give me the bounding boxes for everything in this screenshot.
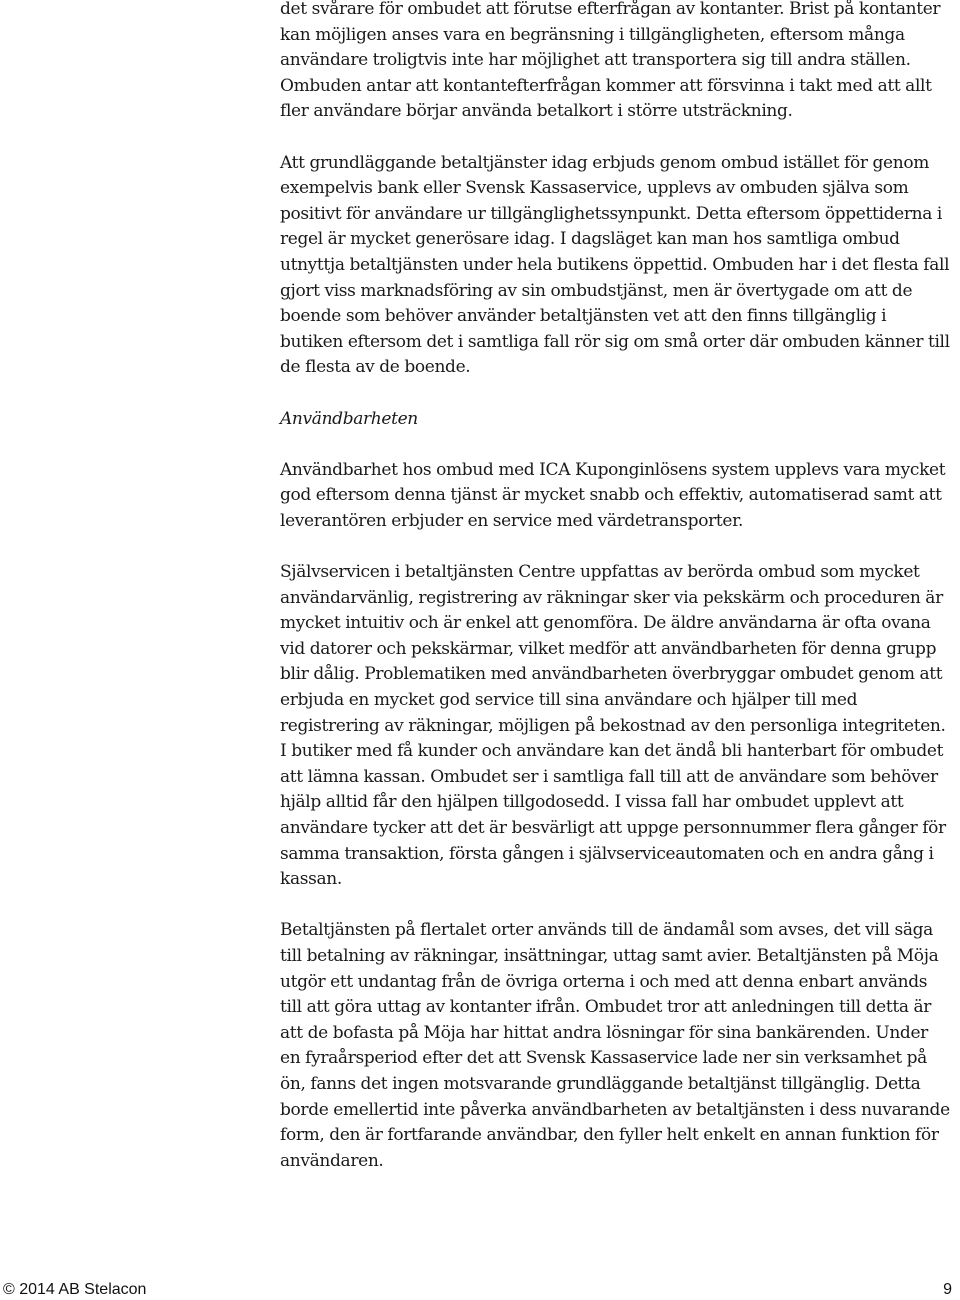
paragraph: det svårare för ombudet att förutse efterfrågan av kontanter. Brist på kontanter kan möjligen anses vara en begränsning i tillgängligheten, eftersom många användare troligtvis inte har möjlighet att transportera sig till andra ställen. Ombuden antar att kontantefterfrågan kommer att försvinna i takt med att allt fler användare börjar använda betalkort i större utsträckning. bbox=[280, 0, 941, 122]
paragraph: Betaltjänsten på flertalet orter används till de ändamål som avses, det vill säga till betalning av räkningar, insättningar, uttag samt avier. Betaltjänsten på Möja utgör ett undantag från de övriga orterna i och med att denna enbart används till att göra uttag av kontanter ifrån. Ombudet tror att anledningen till detta är att de bofasta på Möja har hittat andra lösningar för sina bankärenden. Under en fyraårsperiod efter det att Svensk Kassaservice lade ner sin verksamhet på ön, fanns det ingen motsvarande grundläggande betaltjänst tillgänglig. Detta borde emellertid inte påverka användbarheten av betaltjänsten i dess nuvarande form, den är fortfarande användbar, den fyller helt enkelt en annan funktion för användaren. bbox=[280, 920, 950, 1171]
body-text bbox=[280, 0, 952, 1200]
paragraph: Självservicen i betaltjänsten Centre uppfattas av berörda ombud som mycket användarvänlig, registrering av räkningar sker via pekskärm och proceduren är mycket intuitiv och är enkel att genomföra. De äldre användarna är ofta ovana vid datorer och pekskärmar, vilket medför att användbarheten för denna grupp blir dålig. Problematiken med användbarheten överbryggar ombudet genom att erbjuda en mycket god service till sina användare och hjälper till med registrering av räkningar, möjligen på bekostnad av den personliga integriteten. I butiker med få kunder och användare kan det ändå bli hanterbart för ombudet att lämna kassan. Ombudet ser i samtliga fall till att de användare som behöver hjälp alltid får den hjälpen tillgodosedd. I vissa fall har ombudet upplevt att användare tycker att det är besvärligt att uppge personnummer flera gånger för samma transaktion, första gången i självserviceautomaten och en andra gång i kassan. bbox=[280, 562, 946, 890]
footer-page-number: 9 bbox=[943, 1281, 952, 1298]
paragraph: Att grundläggande betaltjänster idag erbjuds genom ombud istället för genom exempelvis bank eller Svensk Kassaservice, upplevs av ombuden själva som positivt för användare ur tillgänglighetssynpunkt. Detta eftersom öppettiderna i regel är mycket generösare idag. I dagsläget kan man hos samtliga ombud utnyttja betaltjänsten under hela butikens öppettid. Ombuden har i det flesta fall gjort viss marknadsföring av sin ombudstjänst, men är övertygade om att de boende som behöver använder betaltjänsten vet att den finns tillgänglig i butiken eftersom det i samtliga fall rör sig om små orter där ombuden känner till de flesta av de boende. bbox=[280, 152, 950, 378]
footer-copyright: © 2014 AB Stelacon bbox=[3, 1281, 147, 1298]
paragraph: Användbarhet hos ombud med ICA Kuponginlösens system upplevs vara mycket god eftersom denna tjänst är mycket snabb och effektiv, automatiserad samt att leverantören erbjuder en service med värdetransporter. bbox=[280, 459, 946, 531]
section-heading: Användbarheten bbox=[280, 408, 418, 429]
